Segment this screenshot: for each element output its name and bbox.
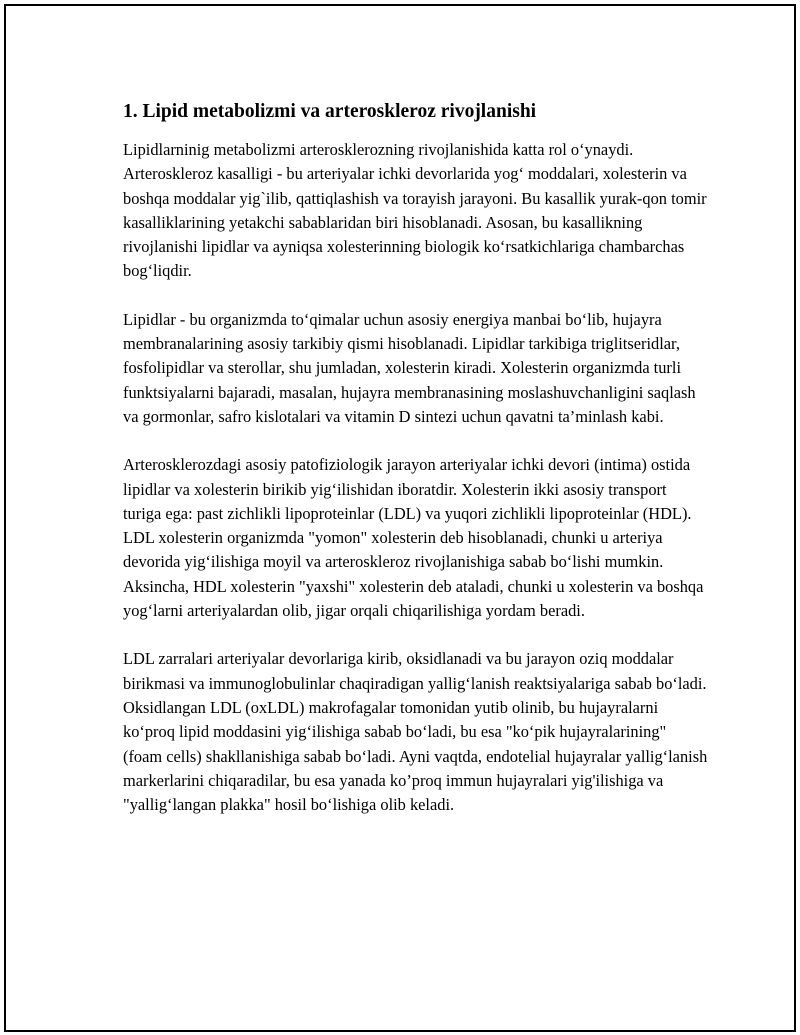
- paragraph-3: Arterosklerozdagi asosiy patofiziologik jarayon arteriyalar ichki devori (intima) ostida lipidlar va xolesterin birikib yig‘ilishidan iboratdir. Xolesterin ikki asosiy transport turiga ega: past zichlikli lipoproteinlar (LDL) va yuqori zichlikli lipoproteinlar (HDL). LDL xolesterin organizmda "yomon" xolesterin deb hisoblanadi, chunki u arteriya devorida yig‘ilishiga moyil va arteroskleroz rivojlanishiga sabab bo‘lishi mumkin. Aksincha, HDL xolesterin "yaxshi" xolesterin deb ataladi, chunki u xolesterin va boshqa yog‘larni arteriyalardan olib, jigar orqali chiqarilishiga yordam beradi.: [123, 455, 704, 621]
- paragraph-4: LDL zarralari arteriyalar devorlariga kirib, oksidlanadi va bu jarayon oziq moddalar birikmasi va immunoglobulinlar chaqiradigan yallig‘lanish reaktsiyalariga sabab bo‘ladi. Oksidlangan LDL (oxLDL) makrofagalar tomonidan yutib olinib, bu hujayralarni ko‘proq lipid moddasini yig‘ilishiga sabab bo‘ladi, bu esa "ko‘pik hujayralarining" (foam cells) shakllanishiga sabab bo‘ladi. Ayni vaqtda, endotelial hujayralar yallig‘lanish markerlarini chiqaradilar, bu esa yanada ko’proq immun hujayralari yig'ilishiga va "yallig‘langan plakka" hosil bo‘lishiga olib keladi.: [123, 649, 708, 815]
- paragraph-1: Lipidlarninig metabolizmi arterosklerozning rivojlanishida katta rol o‘ynaydi. Arteroskleroz kasalligi - bu arteriyalar ichki devorlarida yog‘ moddalari, xolesterin va boshqa moddalar yig`ilib, qattiqlashish va torayish jarayoni. Bu kasallik yurak-qon tomir kasalliklarining yetakchi sabablaridan biri hisoblanadi. Asosan, bu kasallikning rivojlanishi lipidlar va ayniqsa xolesterinning biologik ko‘rsatkichlariga chambarchas bog‘liqdir.: [123, 140, 707, 281]
- document-title: 1. Lipid metabolizmi va arteroskleroz rivojlanishi: [123, 101, 537, 122]
- page-frame: [4, 4, 796, 1032]
- document-body: [123, 99, 708, 841]
- paragraph-2: Lipidlar - bu organizmda to‘qimalar uchun asosiy energiya manbai bo‘lib, hujayra membranalarining asosiy tarkibiy qismi hisoblanadi. Lipidlar tarkibiga triglitseridlar, fosfolipidlar va sterollar, shu jumladan, xolesterin kiradi. Xolesterin organizmda turli funktsiyalarni bajaradi, masalan, hujayra membranasining moslashuvchanligini saqlash va gormonlar, safro kislotalari va vitamin D sintezi uchun qavatni ta’minlash kabi.: [123, 309, 696, 426]
